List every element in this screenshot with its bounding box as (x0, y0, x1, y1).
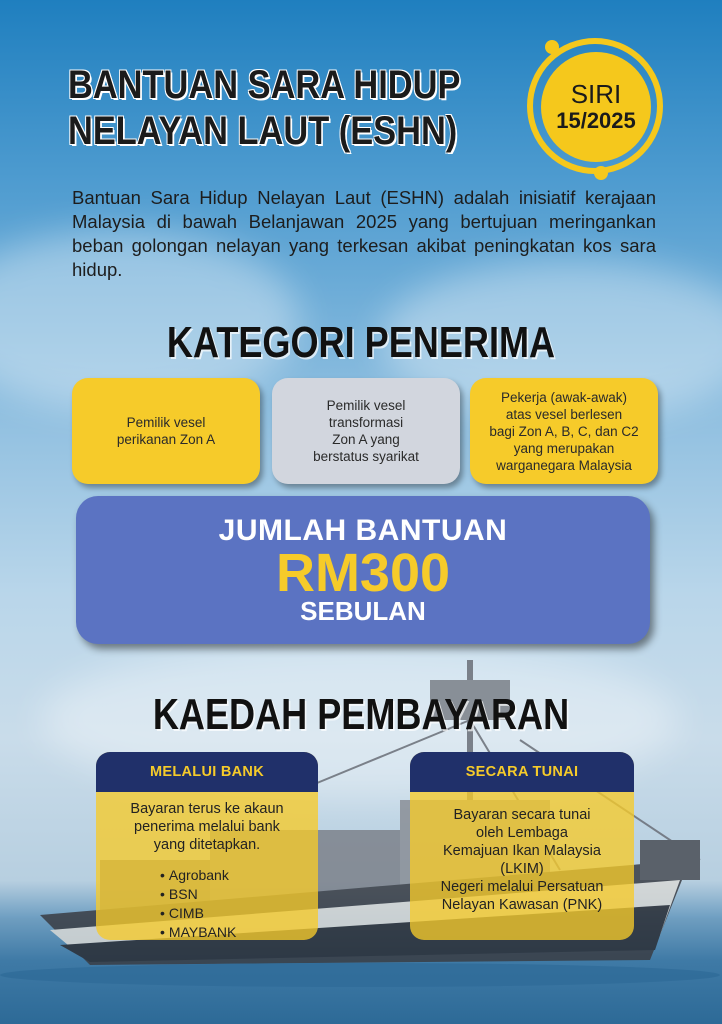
category-card-text: Pemilik vesel perikanan Zon A (116, 415, 216, 447)
series-number: 15/2025 (556, 108, 636, 133)
category-card-text: Pekerja (awak-awak) atas vesel berlesen bagi Zon A, B, C, dan C2 yang merupakan warganegara Malaysia (489, 389, 639, 473)
amount-label: JUMLAH BANTUAN (218, 514, 508, 547)
payment-card-bank-title: MELALUI BANK (96, 752, 318, 792)
category-card-crew (470, 378, 658, 484)
series-badge (541, 52, 651, 162)
payment-card-cash (410, 752, 634, 940)
list-item: • CIMB (160, 904, 236, 923)
page-title-line-1: BANTUAN SARA HIDUP (68, 63, 461, 107)
list-item: • MAYBANK (160, 923, 236, 942)
amount-value: RM300 (275, 543, 451, 603)
payment-card-bank-text: Bayaran terus ke akaun penerima melalui bank yang ditetapkan. (130, 801, 284, 853)
series-label: SIRI (570, 79, 622, 109)
intro-paragraph: Bantuan Sara Hidup Nelayan Laut (ESHN) adalah inisiatif kerajaan Malaysia di bawah Belanjawan 2025 yang bertujuan meringankan beban golongan nelayan yang terkesan akibat peningkatan kos sara hidup. (72, 187, 656, 280)
amount-period: SEBULAN (300, 596, 426, 626)
payment-card-cash-text: Bayaran secara tunai oleh Lembaga Kemajuan Ikan Malaysia (LKIM) Negeri melalui Persatuan Nelayan Kawasan (PNK) (440, 807, 604, 913)
payment-card-cash-title: SECARA TUNAI (410, 752, 634, 792)
list-item: • BSN (160, 885, 236, 904)
page-title-line-2: NELAYAN LAUT (ESHN) (68, 109, 458, 153)
category-card-owner-zone-a (72, 378, 260, 484)
category-card-text: Pemilik vesel transformasi Zon A yang berstatus syarikat (313, 398, 419, 464)
bank-list (160, 866, 236, 942)
list-item: • Agrobank (160, 866, 236, 885)
payment-card-bank (96, 752, 318, 940)
payment-heading: KAEDAH PEMBAYARAN (152, 690, 570, 739)
amount-panel (76, 496, 650, 644)
categories-heading: KATEGORI PENERIMA (166, 318, 556, 367)
category-card-company-owner (272, 378, 460, 484)
series-badge-dot (594, 166, 608, 180)
series-badge-dot (545, 40, 559, 54)
page-title (68, 62, 461, 154)
